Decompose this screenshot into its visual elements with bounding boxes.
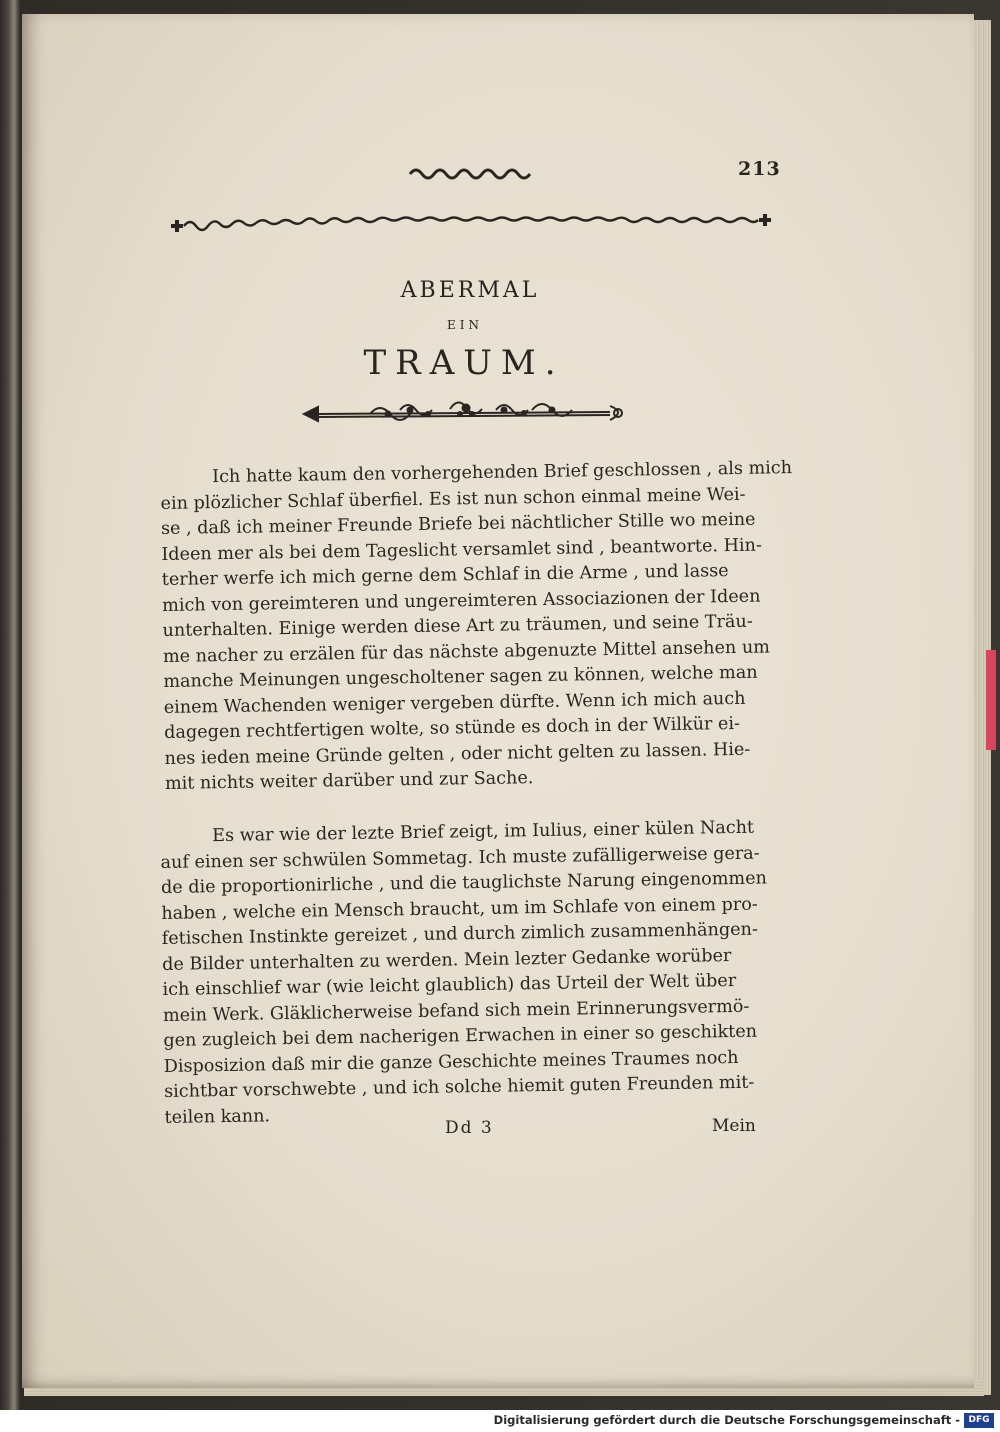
digitization-footer (0, 1410, 1000, 1432)
floral-flourish-ornament (300, 394, 632, 428)
text-line: gen zugleich bei dem nacherigen Erwachen in einer so geschikten (163, 1021, 758, 1051)
text-line: mit nichts weiter darüber und zur Sache. (164, 768, 534, 794)
text-line: de Bilder unterhalten zu werden. Mein lezter Gedanke worüber (162, 945, 732, 975)
wave-rule-ornament (170, 210, 772, 236)
text-line: teilen kann. (164, 1105, 271, 1128)
paragraph-2 (160, 815, 771, 1130)
text-line: unterhalten. Einige werden diese Art zu träumen, und seine Träu- (162, 611, 753, 641)
text-line: manche Meinungen ungescholtener sagen zu können, welche man (163, 662, 758, 692)
title-traum: TRAUM. (363, 343, 565, 383)
bookmark-tab (986, 650, 996, 750)
text-line: ein plözlicher Schlaf überfiel. Es ist nun schon einmal meine Wei- (160, 484, 746, 514)
page-number: 213 (738, 158, 781, 180)
text-line: mich von gereimteren und ungereimteren Associazionen der Ideen (162, 586, 761, 616)
text-line: auf einen ser schwülen Sommetag. Ich muste zufälligerweise gera- (160, 843, 760, 873)
text-line: Ideen mer als bei dem Tageslicht versamlet sind , beantworte. Hin- (161, 535, 763, 565)
text-line: sichtbar vorschwebte , und ich solche hiemit guten Freunden mit- (164, 1072, 755, 1102)
catchword: Mein (712, 1116, 756, 1136)
text-line: mein Werk. Gläklicherweise befand sich mein Erinnerungsvermö- (162, 996, 750, 1026)
footer-credit: Digitalisierung gefördert durch die Deutsche Forschungsgemeinschaft - (493, 1413, 960, 1427)
text-line: haben , welche ein Mensch braucht, um im Schlafe von einem pro- (161, 894, 758, 924)
wave-ornament-top (408, 163, 536, 185)
text-line: Disposizion daß mir die ganze Geschichte meines Traumes noch (163, 1047, 739, 1077)
title-ein: EIN (447, 318, 483, 332)
text-line: Ich hatte kaum den vorhergehenden Brief geschlossen , als mich (212, 458, 793, 488)
dfg-logo-icon: DFG (964, 1413, 994, 1428)
text-line: Es war wie der lezte Brief zeigt, im Iulius, einer külen Nacht (212, 817, 755, 847)
text-line: me nacher zu erzälen für das nächste abgenuzte Mittel ansehen um (162, 636, 771, 667)
text-line: dagegen rechtfertigen wolte, so stünde es doch in der Wilkür ei- (164, 713, 741, 743)
text-line: nes ieden meine Gründe gelten , oder nicht gelten zu lassen. Hie- (164, 739, 751, 769)
text-line: terher werfe ich mich gerne dem Schlaf in die Arme , und lasse (161, 561, 729, 590)
text-line: einem Wachenden weniger vergeben dürfte. Wenn ich mich auch (163, 688, 746, 718)
title-abermal: ABERMAL (400, 278, 540, 303)
signature-mark: Dd 3 (445, 1118, 494, 1138)
paragraph-1 (160, 456, 793, 797)
text-line: de die proportionirliche , und die tauglichste Narung eingenommen (160, 868, 768, 898)
text-line: fetischen Instinkte gereizet , und durch zimlich zusammenhängen- (161, 919, 759, 949)
text-line: ich einschlief war (wie leicht glaublich) das Urteil der Welt über (162, 970, 737, 1000)
text-line: se , daß ich meiner Freunde Briefe bei nächtlicher Stille wo meine (160, 509, 756, 539)
